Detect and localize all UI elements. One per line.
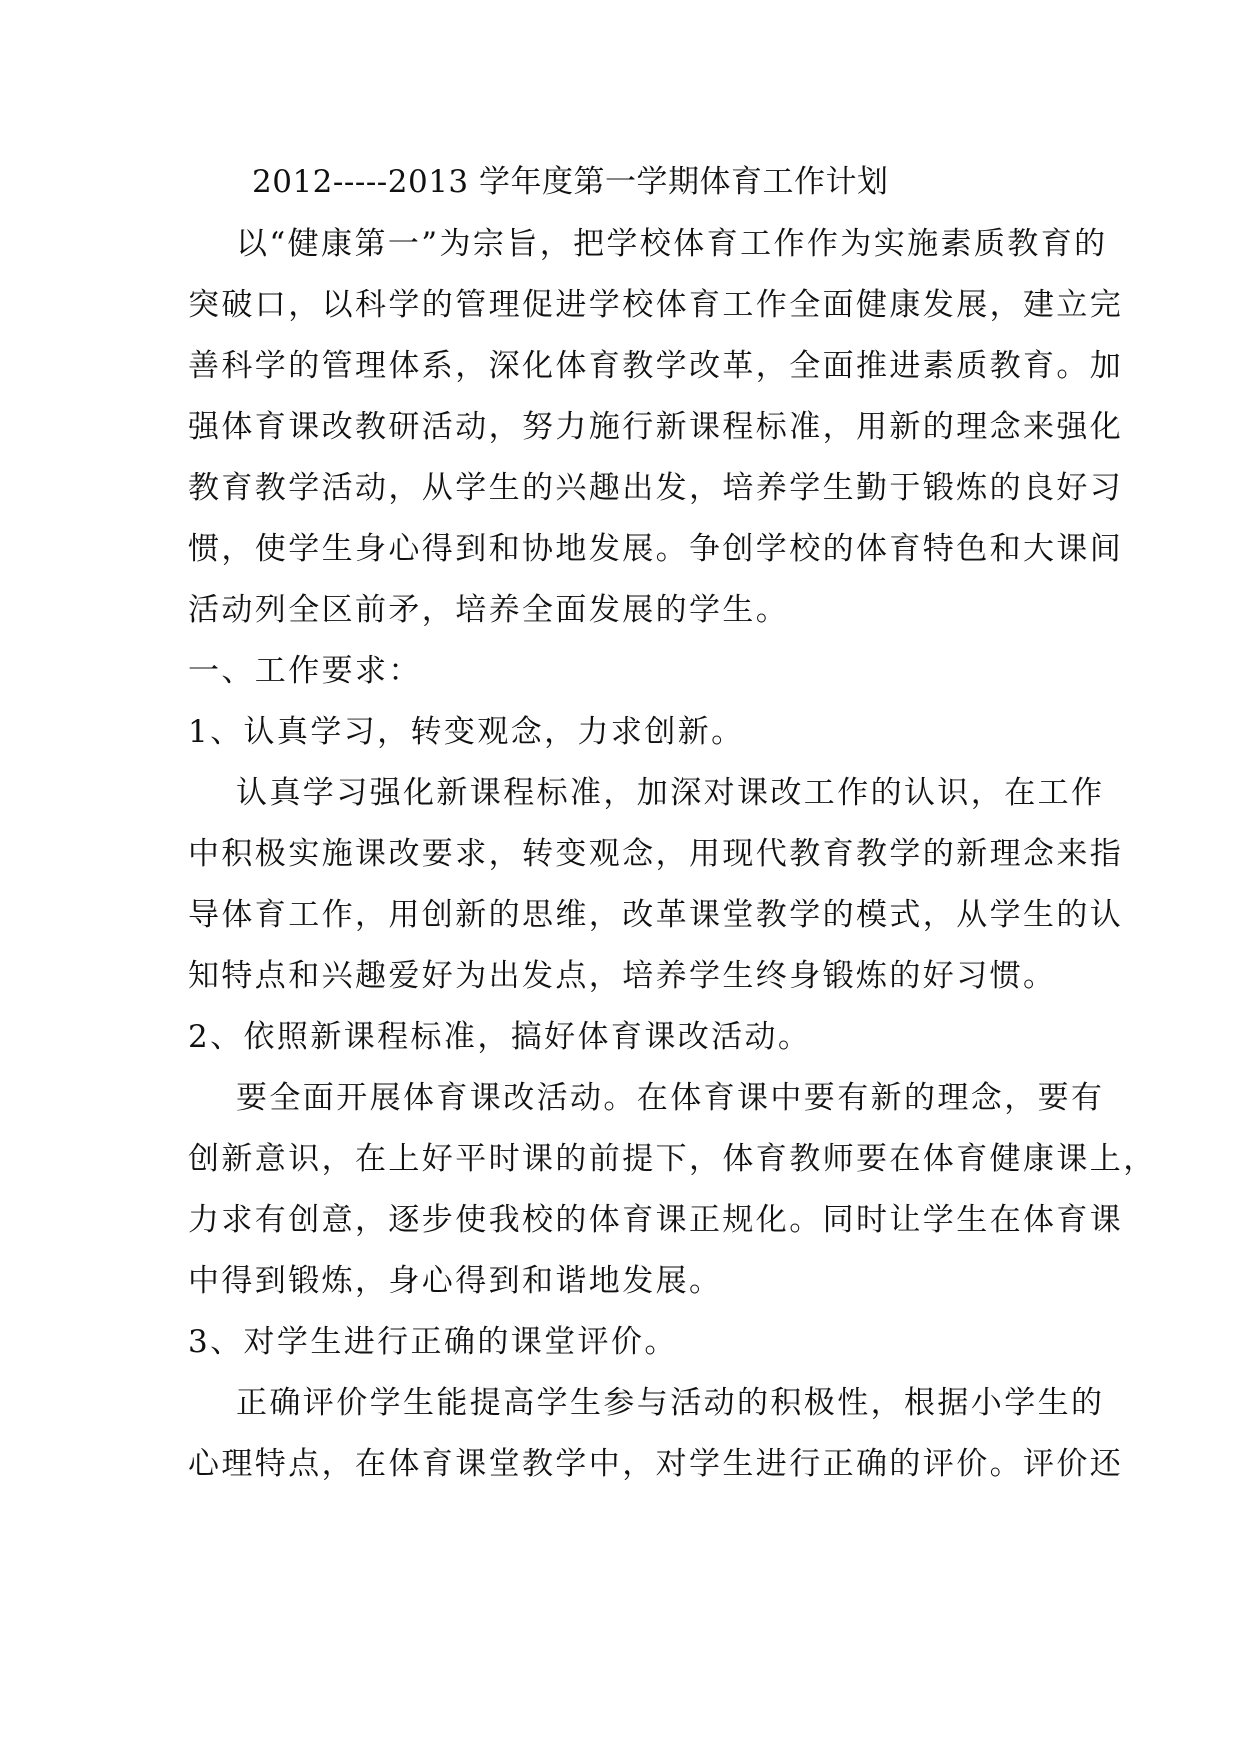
paragraph-line: 知特点和兴趣爱好为出发点，培养学生终身锻炼的好习惯。 [188, 958, 1057, 994]
paragraph-line: 正确评价学生能提高学生参与活动的积极性，根据小学生的 [236, 1385, 1105, 1421]
paragraph-line: 认真学习强化新课程标准，加深对课改工作的认识，在工作 [236, 775, 1105, 811]
paragraph-line: 要全面开展体育课改活动。在体育课中要有新的理念，要有 [236, 1080, 1105, 1116]
paragraph-line: 强体育课改教研活动，努力施行新课程标准，用新的理念来强化 [188, 409, 1124, 445]
paragraph-line: 心理特点，在体育课堂教学中，对学生进行正确的评价。评价还 [188, 1446, 1124, 1482]
paragraph-line: 活动列全区前矛，培养全面发展的学生。 [188, 592, 790, 628]
paragraph-line: 力求有创意，逐步使我校的体育课正规化。同时让学生在体育课 [188, 1202, 1124, 1238]
document-title: 2012-----2013 学年度第一学期体育工作计划 [252, 164, 889, 200]
paragraph-line: 突破口，以科学的管理促进学校体育工作全面健康发展，建立完 [188, 287, 1124, 323]
subsection-heading: 1、认真学习，转变观念，力求创新。 [188, 714, 745, 750]
paragraph-line: 惯，使学生身心得到和协地发展。争创学校的体育特色和大课间 [188, 531, 1124, 567]
subsection-heading: 3、对学生进行正确的课堂评价。 [188, 1324, 678, 1360]
paragraph-line: 中得到锻炼，身心得到和谐地发展。 [188, 1263, 723, 1299]
section-heading: 一、工作要求： [188, 653, 422, 689]
paragraph-line: 以“健康第一”为宗旨，把学校体育工作作为实施素质教育的 [236, 226, 1108, 262]
subsection-heading: 2、依照新课程标准，搞好体育课改活动。 [188, 1019, 812, 1055]
paragraph-line: 善科学的管理体系，深化体育教学改革，全面推进素质教育。加 [188, 348, 1124, 384]
paragraph-line: 导体育工作，用创新的思维，改革课堂教学的模式，从学生的认 [188, 897, 1124, 933]
paragraph-line: 教育教学活动，从学生的兴趣出发，培养学生勤于锻炼的良好习 [188, 470, 1124, 506]
paragraph-line: 创新意识，在上好平时课的前提下，体育教师要在体育健康课上， [188, 1141, 1157, 1177]
paragraph-line: 中积极实施课改要求，转变观念，用现代教育教学的新理念来指 [188, 836, 1124, 872]
